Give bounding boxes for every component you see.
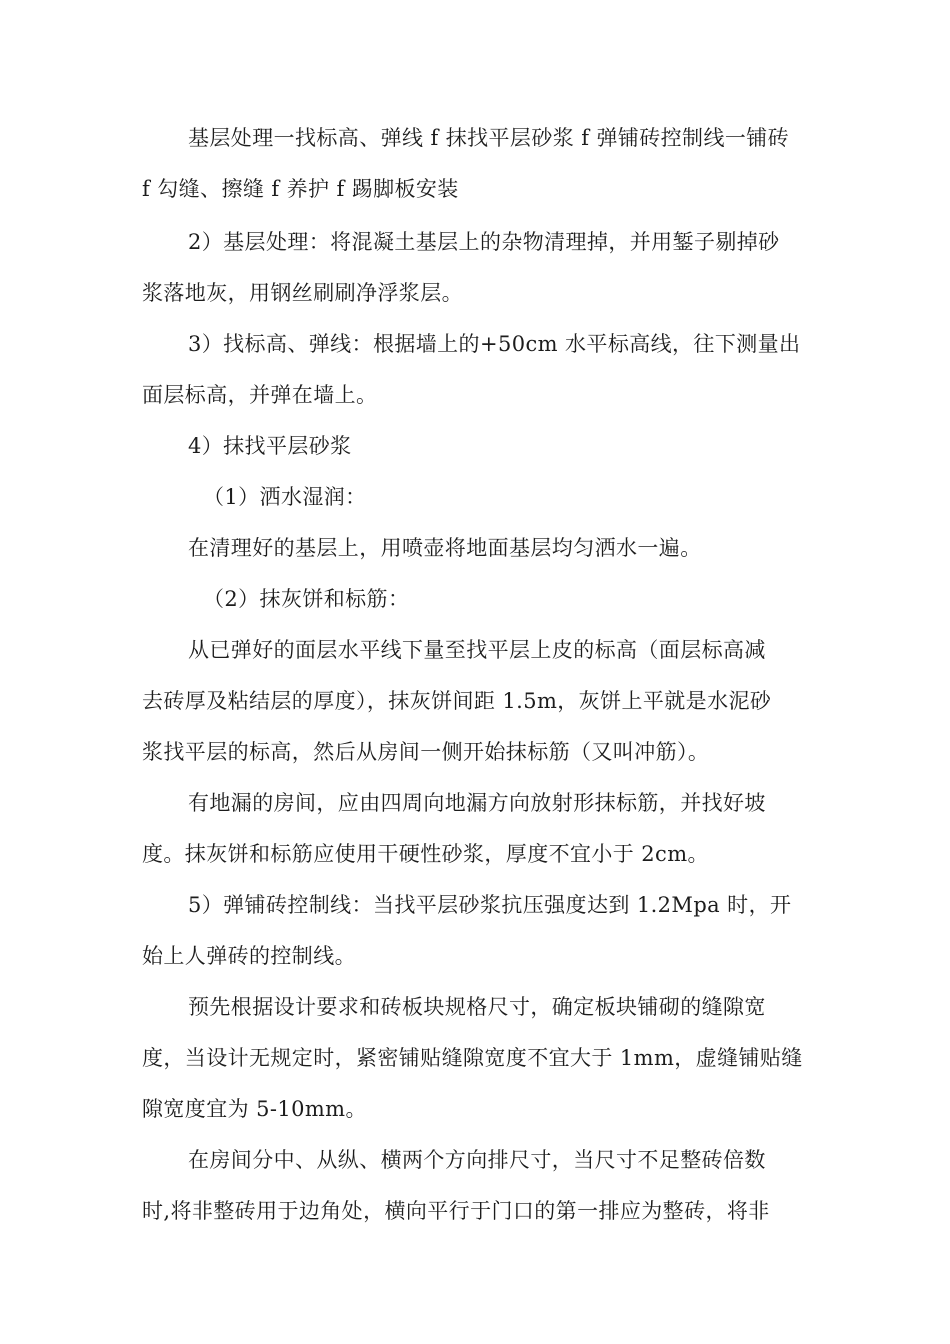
text-line: 面层标高，并弹在墙上。 <box>142 383 378 407</box>
text-line: 浆落地灰，用钢丝刷刷净浮浆层。 <box>142 281 463 305</box>
text-line: 4）抹找平层砂浆 <box>188 434 352 458</box>
text-line: 时,将非整砖用于边角处，横向平行于门口的第一排应为整砖，将非 <box>142 1199 770 1223</box>
text-line: 在房间分中、从纵、横两个方向排尺寸，当尺寸不足整砖倍数 <box>188 1148 766 1172</box>
text-line: 基层处理一找标高、弹线 f 抹找平层砂浆 f 弹铺砖控制线一铺砖 <box>188 126 790 150</box>
text-line: f 勾缝、擦缝 f 养护 f 踢脚板安装 <box>142 177 459 201</box>
text-line: 3）找标高、弹线：根据墙上的+50cm 水平标高线，往下测量出 <box>188 332 801 356</box>
text-line: 去砖厚及粘结层的厚度），抹灰饼间距 1.5m，灰饼上平就是水泥砂 <box>142 689 772 713</box>
text-line: 始上人弹砖的控制线。 <box>142 944 356 968</box>
text-line: 度。抹灰饼和标筋应使用干硬性砂浆，厚度不宜小于 2cm。 <box>142 842 709 866</box>
text-line: （2）抹灰饼和标筋： <box>203 587 410 611</box>
text-line: （1）洒水湿润： <box>203 485 367 509</box>
text-line: 从已弹好的面层水平线下量至找平层上皮的标高（面层标高减 <box>188 638 766 662</box>
text-line: 度，当设计无规定时，紧密铺贴缝隙宽度不宜大于 1mm，虚缝铺贴缝 <box>142 1046 803 1070</box>
text-line: 浆找平层的标高，然后从房间一侧开始抹标筋（又叫冲筋）。 <box>142 740 710 764</box>
text-line: 隙宽度宜为 5-10mm。 <box>142 1097 367 1121</box>
text-line: 在清理好的基层上，用喷壶将地面基层均匀洒水一遍。 <box>188 536 702 560</box>
text-line: 预先根据设计要求和砖板块规格尺寸，确定板块铺砌的缝隙宽 <box>188 995 766 1019</box>
text-line: 有地漏的房间，应由四周向地漏方向放射形抹标筋，并找好坡 <box>188 791 766 815</box>
text-line: 2）基层处理：将混凝土基层上的杂物清理掉，并用錾子剔掉砂 <box>188 230 780 254</box>
text-line: 5）弹铺砖控制线：当找平层砂浆抗压强度达到 1.2Mpa 时，开 <box>188 893 792 917</box>
